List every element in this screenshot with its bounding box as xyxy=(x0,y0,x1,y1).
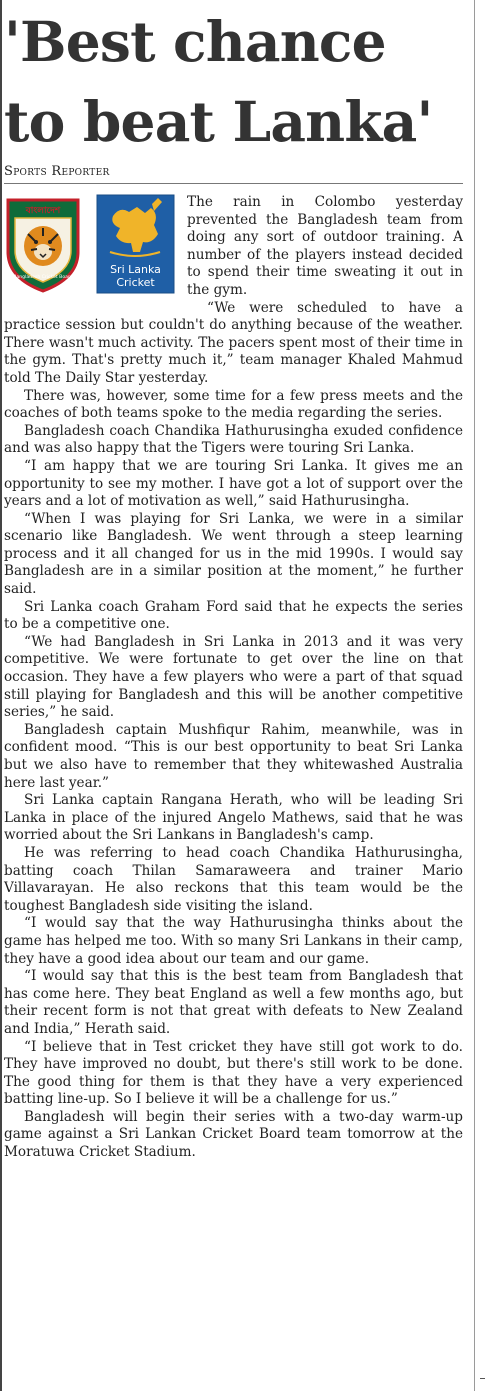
paragraph-7: Sri Lanka coach Graham Ford said that he expects the series to be a competitive one. xyxy=(4,598,463,633)
paragraph-12: “I would say that the way Hathurusingha thinks about the game has helped me too. With so many Sri Lankans in their camp, they have a good idea about our team and our game. xyxy=(4,915,463,967)
headline-line-2: to beat Lanka' xyxy=(4,89,433,154)
team-logos xyxy=(4,194,179,300)
sri-lanka-cricket-logo xyxy=(96,194,175,294)
paragraph-2: “We were scheduled to have a practice session but couldn't do anything because of the weather. There wasn't much activity. The pacers spent most of their time in the gym. That's pretty much it,” team manager Khaled Mahmud told The Daily Star yesterday. xyxy=(4,299,463,386)
paragraph-13: “I would say that this is the best team from Bangladesh that has come here. They beat England as well a few months ago, but their recent form is not that great with defeats to New Zealand and India,” Herath said. xyxy=(4,968,463,1037)
bcb-ring-text: Bangladesh Cricket Board xyxy=(13,275,73,280)
paragraph-15: Bangladesh will begin their series with a two-day warm-up game against a Sri Lankan Cricket Board team tomorrow at the Moratuwa Cricket Stadium. xyxy=(4,1108,463,1161)
paragraph-8: “We had Bangladesh in Sri Lanka in 2013 and it was very competitive. We were fortunate to get over the line on that occasion. They have a few players who were a part of that squad still playing for Bangladesh and this will be another competitive series,” he said. xyxy=(4,633,463,721)
paragraph-14: “I believe that in Test cricket they have still got work to do. They have improved no doubt, but there's still work to be done. The good thing for them is that they have a very experienced batting line-up. So I believe it will be a challenge for us.” xyxy=(4,1038,463,1108)
article-body xyxy=(4,194,463,1162)
byline: Sports Reporter xyxy=(4,164,463,184)
paragraph-6: “When I was playing for Sri Lanka, we were in a similar scenario like Bangladesh. We went through a steep learning process and it all changed for us in the mid 1990s. I would say Bangladesh are in a similar position at the moment,” he further said. xyxy=(4,510,463,598)
paragraph-5: “I am happy that we are touring Sri Lanka. It gives me an opportunity to see my mother. I have got a lot of support over the years and a lot of motivation as well,” said Hathurusingha. xyxy=(4,457,463,510)
headline xyxy=(4,2,463,162)
paragraph-11: He was referring to head coach Chandika Hathurusingha, batting coach Thilan Samaraweera and trainer Mario Villavarayan. He also reckons that this team would be the toughest Bangladesh side visiting the island. xyxy=(4,844,463,914)
paragraph-10: Sri Lanka captain Rangana Herath, who will be leading Sri Lanka in place of the injured Angelo Mathews, said that he was worried about the Sri Lankans in Bangladesh's camp. xyxy=(4,792,463,844)
paragraph-1: The rain in Colombo yesterday prevented the Bangladesh team from doing any sort of outdoor training. A number of the players instead decided to spend their time sweating it out in the gym. xyxy=(187,194,463,298)
headline-line-1: 'Best chance xyxy=(4,9,386,74)
corner-mark xyxy=(480,1378,485,1379)
slc-text-line-2: Cricket xyxy=(116,276,155,289)
right-column-rule xyxy=(474,0,475,1391)
bangladesh-cricket-board-logo xyxy=(2,194,84,294)
article xyxy=(4,2,463,1162)
bcb-bengali-text: বাংলাদেশ xyxy=(25,206,61,216)
paragraph-4: Bangladesh coach Chandika Hathurusingha exuded confidence and was also happy that the Tigers were touring Sri Lanka. xyxy=(4,422,463,457)
slc-text-line-1: Sri Lanka xyxy=(110,263,161,276)
paragraph-9: Bangladesh captain Mushfiqur Rahim, meanwhile, was in confident mood. “This is our best opportunity to beat Sri Lanka but we also have to remember that they whitewashed Australia here last year.” xyxy=(4,721,463,791)
paragraph-3: There was, however, some time for a few press meets and the coaches of both teams spoke to the media regarding the series. xyxy=(4,387,463,422)
